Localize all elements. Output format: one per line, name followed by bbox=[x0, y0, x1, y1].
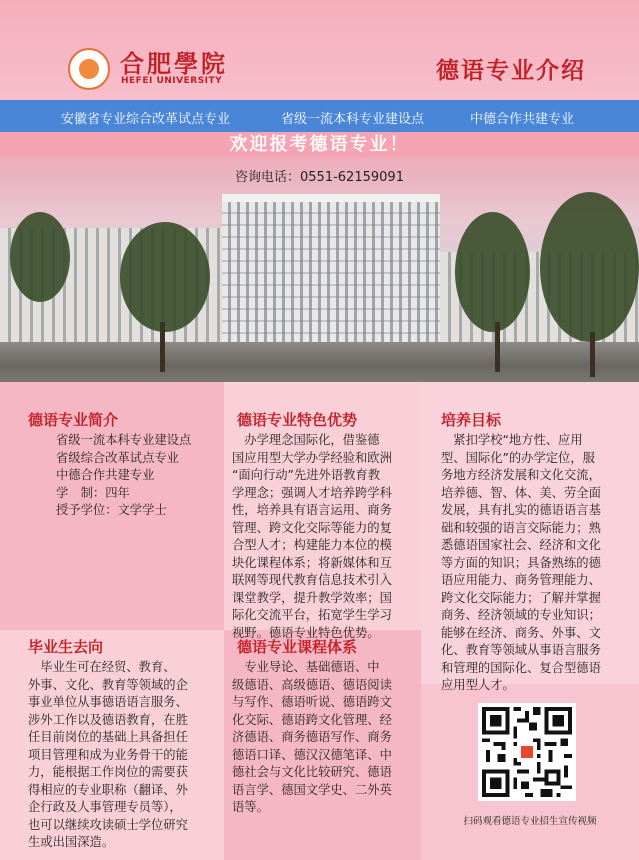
goals-title: 培养目标 bbox=[441, 411, 502, 429]
careers-title: 毕业生去向 bbox=[28, 638, 104, 656]
tree-trunk bbox=[495, 322, 500, 372]
university-logo-icon bbox=[68, 48, 110, 90]
main-building bbox=[222, 194, 440, 350]
goals-text: 紧扣学校“地方性、应用 型、国际化”的办学定位，服 务地方经济发展和文化交流， 培养德、智、体、美、劳全面 发展，具有扎实的德语语言基 础和较强的语言交际能力；熟 悉德语国家社会、经济和文化 等方面的知识；具备熟练的德 语应用能力、商务管理能力、 跨文化交际能力；了解并掌握 商务、经济领域的专业知识； 能够在经济、商务、外事、文 化、教育等领域从事语言服务 和管理的国际化、复合型德语 应用型人才。 bbox=[441, 433, 601, 692]
banner-item: 安徽省专业综合改革试点专业 bbox=[61, 112, 231, 127]
welcome-heading: 欢迎报考德语专业！ bbox=[0, 132, 639, 158]
tree-trunk bbox=[590, 332, 595, 377]
tree bbox=[455, 212, 530, 332]
honors-banner bbox=[0, 100, 639, 132]
school-name: 合肥學院 bbox=[120, 49, 228, 78]
qr-code[interactable] bbox=[478, 703, 576, 801]
banner-item: 中德合作共建专业 bbox=[470, 112, 575, 127]
careers-text: 毕业生可在经贸、教育、 外事、文化、教育等领域的企 事业单位从事德语语言服务、 涉外工作以及德语教育，在胜 任目前岗位的基础上具备担任 项目管理和成为业务骨干的能 力，能根据工作岗位的需要获 得相应的专业职称（翻译、外 企行政及人事管理专员等）， 也可以继续攻读硕士学位研究 生或出国深造。 bbox=[28, 660, 188, 849]
tree bbox=[540, 192, 639, 342]
qr-code-icon bbox=[478, 703, 576, 801]
qr-caption: 扫码观看德语专业招生宣传视频 bbox=[463, 816, 597, 827]
page-header bbox=[0, 0, 639, 100]
tree-trunk bbox=[160, 322, 165, 372]
features-title: 德语专业特色优势 bbox=[237, 411, 358, 429]
intro-text: 省级一流本科专业建设点 省级综合改革试点专业 中德合作共建专业 学 制：四年 授予学位：文学学士 bbox=[56, 433, 192, 517]
features-text: 办学理念国际化，借鉴德 国应用型大学办学经验和欧洲 “面向行动”先进外语教育教 学理念；强调人才培养跨学科 性，培养具有语言运用、商务 管理、跨文化交际等能力的复 合型人才；构建能力本位的模 块化课程体系；将新媒体和互 联网等现代教育信息技术引入 课堂教学，提升教学效率；国 际化交流平台，拓宽学生学习 视野。德语专业特色优势。 bbox=[232, 433, 392, 640]
plaza-steps bbox=[0, 342, 639, 382]
tree bbox=[10, 212, 70, 302]
campus-photo bbox=[0, 132, 639, 382]
intro-title: 德语专业简介 bbox=[28, 411, 119, 429]
tree bbox=[120, 222, 210, 332]
school-name-en: HEFEI UNIVERSITY bbox=[121, 76, 223, 86]
page-title: 德语专业介绍 bbox=[436, 57, 586, 84]
contact-phone: 咨询电话：0551-62159091 bbox=[235, 170, 404, 185]
banner-item: 省级一流本科专业建设点 bbox=[281, 112, 425, 127]
courses-text: 专业导论、基础德语、中 级德语、高级德语、德语阅读 与写作、德语听说、德语跨文 化交际、德语跨文化管理、经 济德语、商务德语写作、商务 德语口译、德汉汉德笔译、中 德社会与文化比较研究、德语 语言学、德国文学史、二外英 语等。 bbox=[232, 660, 392, 814]
courses-title: 德语专业课程体系 bbox=[237, 638, 358, 656]
